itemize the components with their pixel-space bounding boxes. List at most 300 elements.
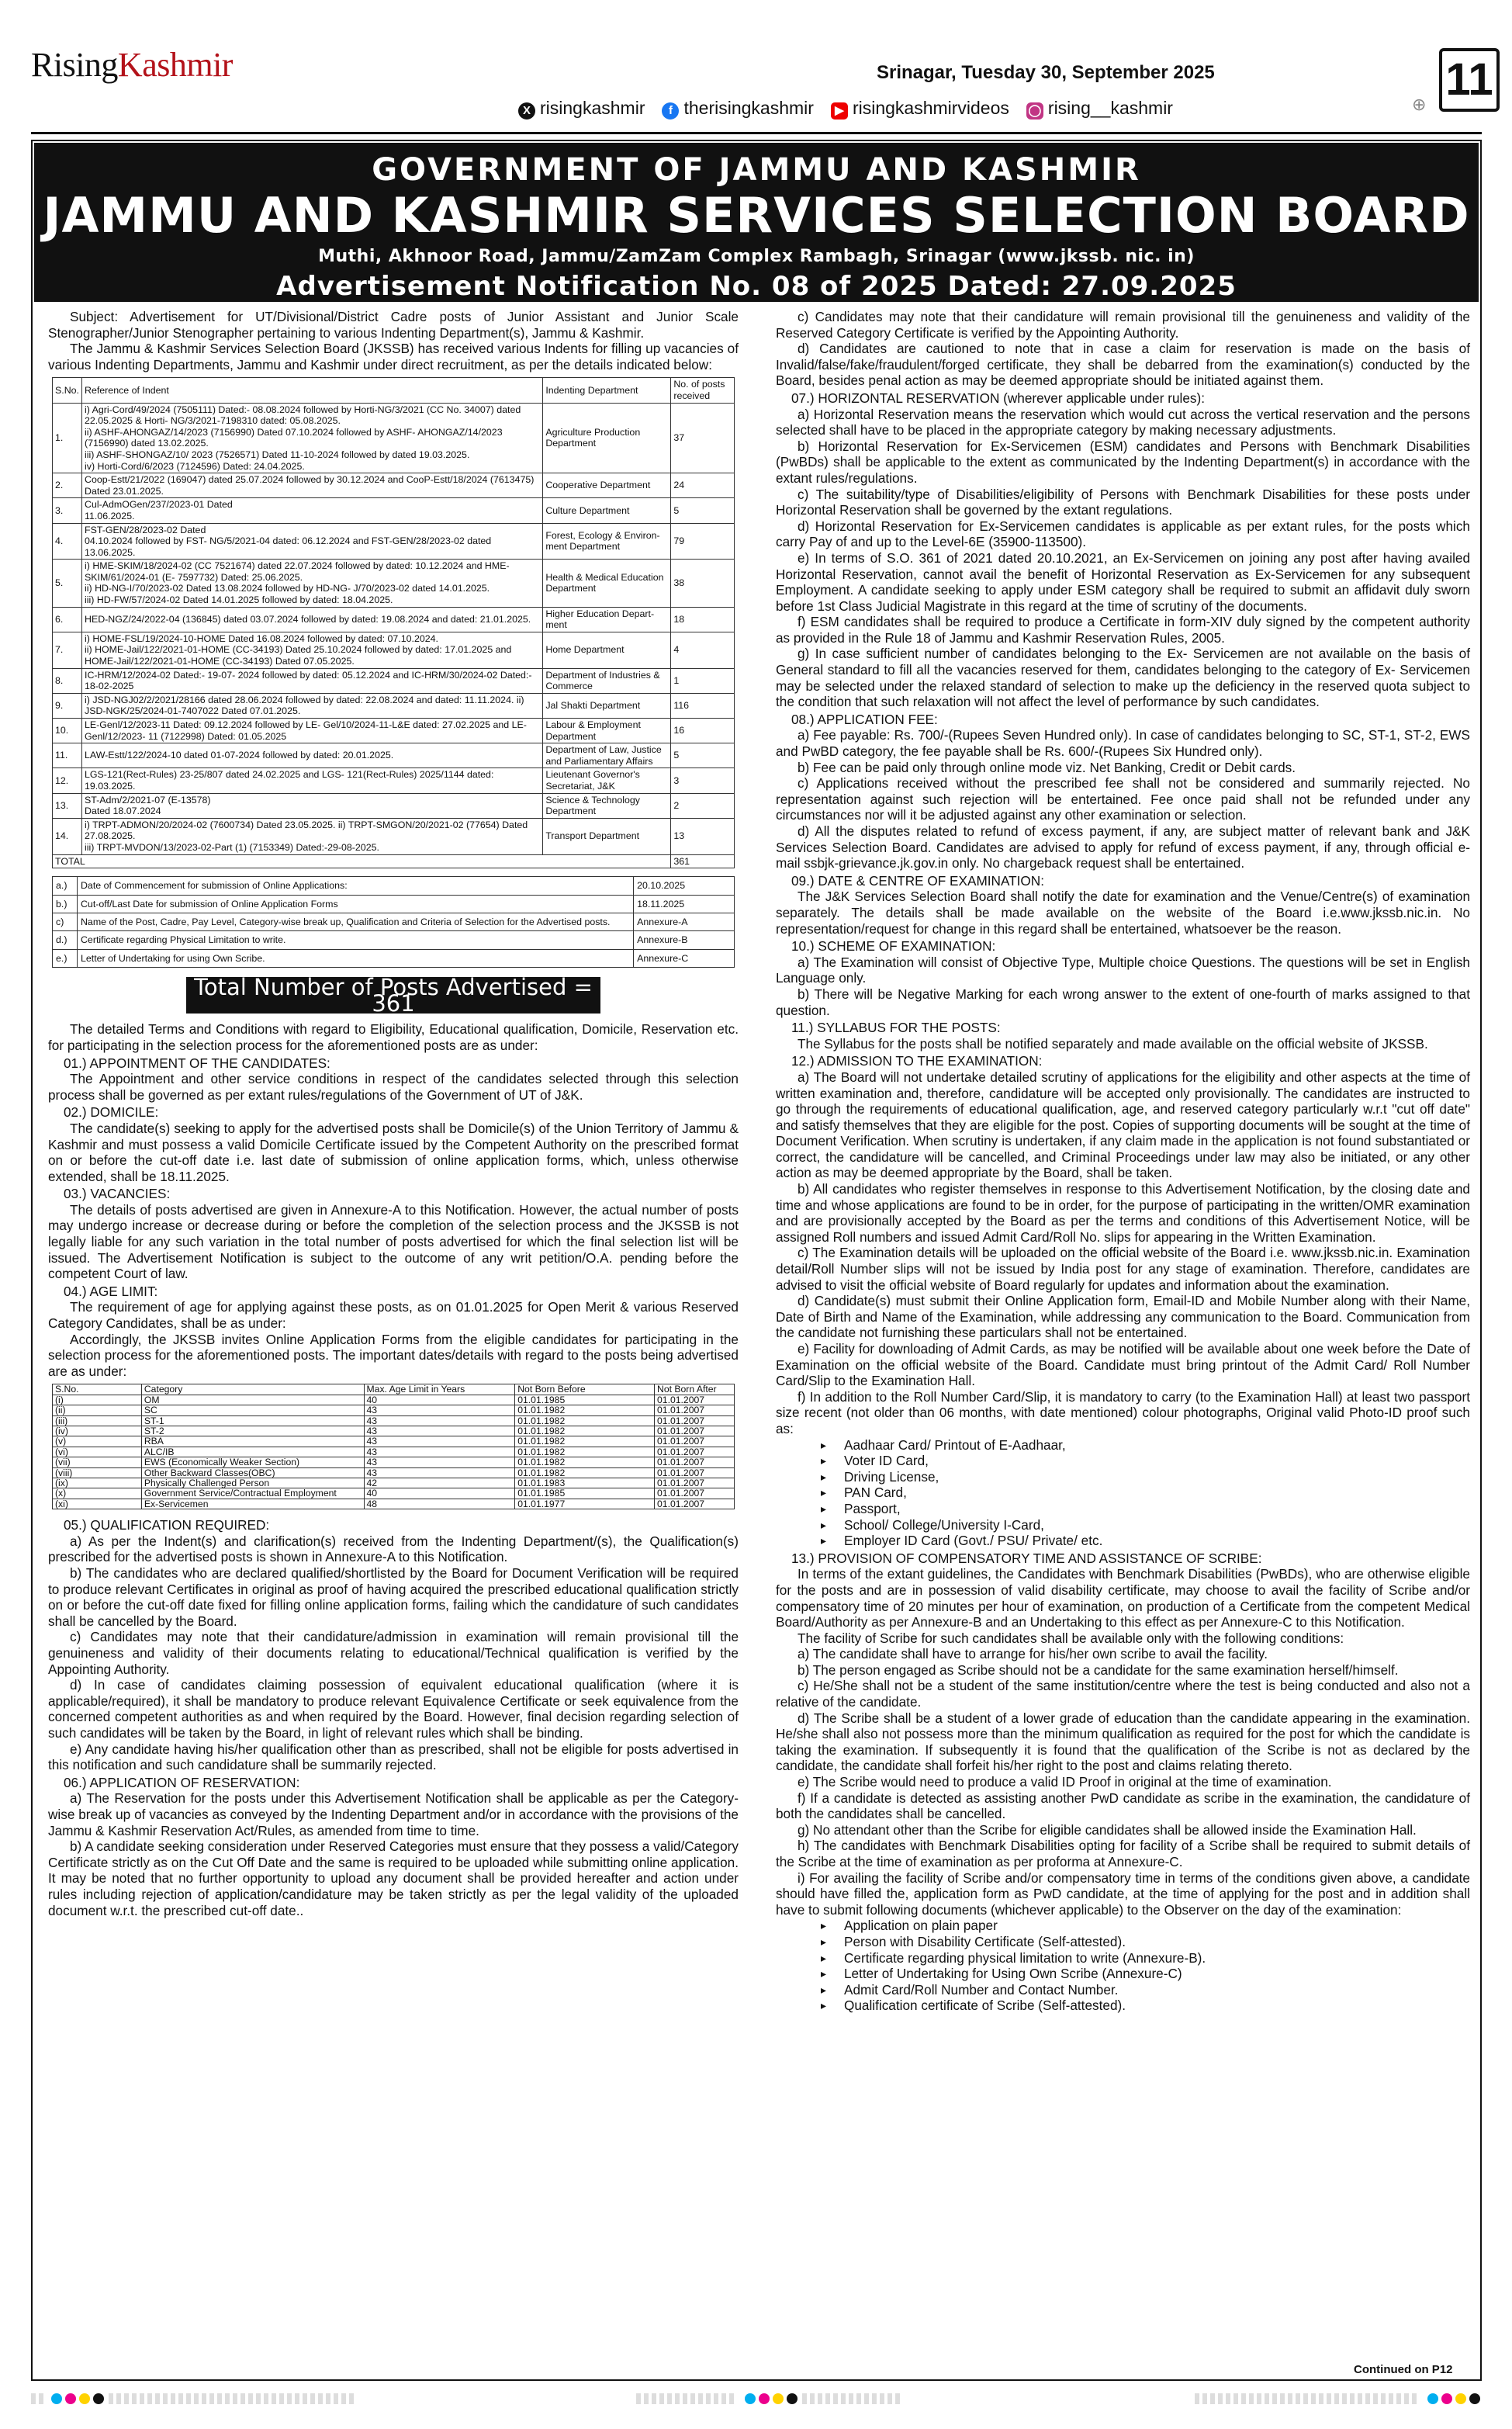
left-sections-b <box>48 1517 739 1918</box>
date-key: a.) <box>53 877 78 895</box>
paragraph: i) For availing the facility of Scribe and/or compensatory time in terms of the conditions given above, a candidate should have filled the, application form as PwD candidate, at the time of applying for the post and in addition shall have to submit following documents (whichever applicable) to the Observer on the day of the examination: <box>776 1869 1470 1918</box>
age-cell: (viii) <box>53 1467 142 1478</box>
indent-department: Cooperative Department <box>543 473 671 498</box>
age-cell: 01.01.2007 <box>655 1405 735 1415</box>
registration-mark-icon: ⊕ <box>1412 95 1427 114</box>
density-bar <box>1195 2393 1420 2404</box>
right-column <box>776 309 1470 2014</box>
age-cell: 43 <box>364 1436 515 1447</box>
social-youtube[interactable]: ▶ risingkashmirvideos <box>831 98 1009 120</box>
paragraph: The facility of Scribe for such candidates shall be available only with the following conditions: <box>798 1630 1344 1646</box>
age-cell: Other Backward Classes(OBC) <box>141 1467 364 1478</box>
table-row <box>53 473 735 498</box>
indent-department: Lieutenant Governor's Secretariat, J&K <box>543 768 671 793</box>
registration-bar <box>31 2393 47 2404</box>
table-row <box>53 1457 735 1467</box>
age-col-born-before: Not Born Before <box>515 1384 655 1395</box>
indent-department: Department of Industries & Commerce <box>543 668 671 693</box>
table-row <box>53 768 735 793</box>
important-dates-table <box>52 876 735 968</box>
paragraph: b) A candidate seeking consideration under Reserved Categories must ensure that they possess a valid/Category Certificate strictly as on the Cut Off Date and the same is required to be uploaded while submitting online application. It may be noted that no further opportunity to upload any document shall be provided hereafter and action under rules including rejection of application/candidature may be taken strictly as per the legal validity of the uploaded document w.r.t. the prescribed cut-off date.. <box>48 1838 739 1918</box>
age-table-body <box>53 1395 735 1509</box>
section-heading: 08.) APPLICATION FEE: <box>791 711 938 727</box>
date-key: b.) <box>53 895 78 913</box>
list-item: ▸ Employer ID Card (Govt./ PSU/ Private/ etc. <box>821 1533 1470 1549</box>
indent-posts: 3 <box>671 768 735 793</box>
age-cell: 48 <box>364 1499 515 1509</box>
section-heading: 02.) DOMICILE: <box>64 1104 159 1121</box>
social-instagram[interactable]: ◯ rising__kashmir <box>1026 98 1173 120</box>
indent-reference: LAW-Estt/122/2024-10 dated 01-07-2024 followed by dated: 20.01.2025. <box>82 743 543 768</box>
col-sno: S.No. <box>53 378 82 403</box>
age-cell: 43 <box>364 1447 515 1457</box>
intro-text: The Jammu & Kashmir Services Selection Board (JKSSB) has received various Indents for filling up vacancies of various Indenting Departments, Jammu and Kashmir under direct recruitment, as per the details indicated below: <box>48 341 739 372</box>
indent-reference: Coop-Estt/21/2022 (169047) dated 25.07.2024 followed by 30.12.2024 and CooP-Estt/18/2024 (7613475) Dated 23.01.2025. <box>82 473 543 498</box>
list-item: ▸ School/ College/University I-Card, <box>821 1517 1470 1533</box>
age-cell: 43 <box>364 1415 515 1426</box>
date-key: d.) <box>53 931 78 949</box>
table-row <box>53 607 735 632</box>
table-row <box>53 498 735 523</box>
total-posts-banner: Total Number of Posts Advertised = 361 <box>186 977 600 1014</box>
date-label: Cut-off/Last Date for submission of Online Application Forms <box>77 895 633 913</box>
indent-posts: 37 <box>671 403 735 473</box>
table-row <box>53 719 735 743</box>
indent-sno: 6. <box>53 607 82 632</box>
age-cell: 43 <box>364 1467 515 1478</box>
paragraph: a) Fee payable: Rs. 700/-(Rupees Seven Hundred only). In case of candidates belonging to SC, ST-1, ST-2, EWS and PwBD category, the fee payable shall be Rs. 600/-(Rupees Six Hundred only). <box>776 727 1470 760</box>
x-icon: X <box>518 102 535 120</box>
date-key: e.) <box>53 949 78 967</box>
paragraph: a) The candidate shall have to arrange for his/her own scribe to avail the facility. <box>798 1646 1268 1662</box>
right-sections-b <box>776 1551 1470 1918</box>
table-row <box>53 403 735 473</box>
paragraph: The Appointment and other service conditions in respect of the candidates selected through this selection process shall be governed as per extant rules/regulations of the Government of UT of J&K. <box>48 1071 739 1103</box>
social-facebook[interactable]: f therisingkashmir <box>662 98 813 120</box>
age-cell: 01.01.2007 <box>655 1447 735 1457</box>
paragraph: e) Facility for downloading of Admit Cards, as may be notified will be available about one week before the Date of Examination on the official website of the Board. Candidate must bring printout of the Admit Card/ Roll Number Card/Slip to the Examination Hall. <box>776 1341 1470 1389</box>
list-item: ▸ Aadhaar Card/ Printout of E-Aadhaar, <box>821 1437 1470 1454</box>
social-x[interactable]: X risingkashmir <box>518 98 645 120</box>
paragraph: b) The candidates who are declared qualified/shortlisted by the Board for Document Verification will be required to produce relevant Certificates in original as proof of having acquired the prescribed educational qualification strictly on or before the cut-off date fixed for filling online application forms, failing which the candidature of such candidates shall be cancelled by the Board. <box>48 1565 739 1629</box>
date-value: Annexure-C <box>634 949 735 967</box>
youtube-icon: ▶ <box>831 102 848 120</box>
list-item: ▸ Qualification certificate of Scribe (Self-attested). <box>821 1998 1470 2014</box>
paragraph: Accordingly, the JKSSB invites Online Application Forms from the eligible candidates for participating in the selection process for the aforementioned posts. The important dates/details with regard to the posts being advertised are as under: <box>48 1331 739 1379</box>
indent-sno: 9. <box>53 693 82 718</box>
paragraph: d) Candidate(s) must submit their Online Application form, Email-ID and Mobile Number along with their Name, Date of Birth and Name of the Examination, while addressing any communication to the Board. Communication from the candidate not furnishing these particulars shall not be entertained. <box>776 1293 1470 1341</box>
total-label: TOTAL <box>53 854 671 868</box>
paragraph: e) In terms of S.O. 361 of 2021 dated 20.10.2021, an Ex-Servicemen on joining any post after having availed Horizontal Reservation, cannot avail the benefit of Horizontal Reservation as Ex-Servicemen for any subsequent Employment. A candidate seeking to apply under ESM category shall be required to submit an affidavit duly sworn before 1st Class Judicial Magistrate in this regard at the time of scrutiny of the documents. <box>776 549 1470 614</box>
paragraph: c) Candidates may note that their candidature/admission in examination will remain provisional till the genuineness and validity of their documents relating to educational/Technical qualification is verified by the Appointing Authority. <box>48 1629 739 1677</box>
paragraph: h) The candidates with Benchmark Disabilities opting for facility of a Scribe shall be required to submit details of the Scribe at the time of examination as per proforma at Annexure-C. <box>776 1838 1470 1869</box>
age-cell: 01.01.2007 <box>655 1478 735 1488</box>
indent-posts: 18 <box>671 607 735 632</box>
age-limit-table <box>52 1384 735 1509</box>
dates-table-body <box>53 877 735 968</box>
table-row <box>53 1405 735 1415</box>
date-key: c) <box>53 913 78 930</box>
date-value: 18.11.2025 <box>634 895 735 913</box>
indent-sno: 5. <box>53 560 82 607</box>
indent-table-header <box>53 378 735 403</box>
list-item: ▸ Driving License, <box>821 1469 1470 1485</box>
paragraph: c) The suitability/type of Disabilities/eligibility of Persons with Benchmark Disabilities for these posts under Horizontal Reservation shall be governed by the extant regulations. <box>776 486 1470 518</box>
paragraph: f) ESM candidates shall be required to produce a Certificate in form-XIV duly signed by the competent authority as provided in the Rule 18 of Jammu and Kashmir Reservation Rules, 2005. <box>776 614 1470 646</box>
section-heading: 01.) APPOINTMENT OF THE CANDIDATES: <box>64 1055 330 1071</box>
indent-sno: 7. <box>53 632 82 668</box>
newspaper-logo <box>31 45 233 85</box>
age-cell: 40 <box>364 1395 515 1405</box>
indent-posts: 4 <box>671 632 735 668</box>
indent-sno: 11. <box>53 743 82 768</box>
density-bar <box>636 2393 737 2404</box>
cyan-dot <box>745 2393 756 2404</box>
paragraph: f) If a candidate is detected as assisting another PwD candidate as scribe in the examination, the candidature of both the candidates shall be cancelled. <box>776 1790 1470 1822</box>
notice-header <box>34 143 1479 302</box>
indent-sno: 4. <box>53 523 82 560</box>
cyan-dot <box>1427 2393 1438 2404</box>
indent-sno: 13. <box>53 793 82 818</box>
table-row <box>53 668 735 693</box>
black-dot <box>787 2393 798 2404</box>
indent-posts: 24 <box>671 473 735 498</box>
table-row <box>53 1415 735 1426</box>
density-bar <box>802 2393 903 2404</box>
indent-posts: 5 <box>671 743 735 768</box>
age-cell: (iv) <box>53 1426 142 1436</box>
table-row <box>53 793 735 818</box>
advertisement-number: Advertisement Notification No. 08 of 2025 Dated: 27.09.2025 <box>276 271 1237 302</box>
paragraph: b) Horizontal Reservation for Ex-Servicemen (ESM) candidates and Persons with Benchmark Disabilities (PwBDs) shall be applicable to the extent as communicated by the Indenting Department(s) in accordance with the extant rules/regulations. <box>776 438 1470 486</box>
paragraph: g) No attendant other than the Scribe for eligible candidates shall be allowed inside the Examination Hall. <box>798 1821 1417 1838</box>
paragraph: d) Horizontal Reservation for Ex-Servicemen candidates is applicable as per extant rules, for the posts which carry Pay of and up to the Level-6E (35900-113500). <box>776 518 1470 550</box>
age-cell: 01.01.1982 <box>515 1457 655 1467</box>
age-cell: 43 <box>364 1405 515 1415</box>
magenta-dot <box>759 2393 770 2404</box>
list-item: ▸ Passport, <box>821 1501 1470 1517</box>
table-row <box>53 1499 735 1509</box>
section-heading: 05.) QUALIFICATION REQUIRED: <box>64 1517 270 1533</box>
section-heading: 13.) PROVISION OF COMPENSATORY TIME AND ASSISTANCE OF SCRIBE: <box>791 1550 1262 1566</box>
indent-posts: 79 <box>671 523 735 560</box>
indent-posts: 13 <box>671 818 735 854</box>
age-cell: ST-2 <box>141 1426 364 1436</box>
magenta-dot <box>1441 2393 1452 2404</box>
indent-sno: 14. <box>53 818 82 854</box>
black-dot <box>1469 2393 1480 2404</box>
social-handles <box>518 98 1173 120</box>
age-cell: 01.01.1982 <box>515 1415 655 1426</box>
facebook-icon: f <box>662 102 679 120</box>
yellow-dot <box>1455 2393 1466 2404</box>
black-dot <box>93 2393 104 2404</box>
age-cell: (iii) <box>53 1415 142 1426</box>
age-cell: 43 <box>364 1426 515 1436</box>
paragraph: g) In case sufficient number of candidates belonging to the Ex- Servicemen are not available on the basis of General standard to fill all the vacancies reserved for them, candidates belonging to the category of Ex- Servicemen may be selected under the relaxed standard of selection to make up the deficiency in the reserved quota subject to the condition that such relaxation will not affect the level of performance by such candidates. <box>776 646 1470 710</box>
age-cell: 40 <box>364 1488 515 1499</box>
paragraph: a) The Board will not undertake detailed scrutiny of applications for the eligibility and other aspects at the time of written examination and, therefore, candidature will be accepted only provisionally. The candidates are instructed to go through the requirements of educational qualification, age, and reserved category particularly w.r.t "cut off date" and satisfy themselves that they are eligible for the post. Copies of supporting documents will be sought at the time of Document Verification. When scrutiny is undertaken, if any claim made in the application is not found substantiated or correct, the candidature will be cancelled, and Criminal Proceedings under law may also be initiated, or any other action as may be deemed appropriate by the Board, shall be taken. <box>776 1069 1470 1181</box>
indent-department: Jal Shakti Department <box>543 693 671 718</box>
indent-department: Health & Medical Education Department <box>543 560 671 607</box>
indent-table-body <box>53 403 735 854</box>
age-cell: ST-1 <box>141 1415 364 1426</box>
table-row <box>53 818 735 854</box>
age-cell: 43 <box>364 1457 515 1467</box>
indent-department: Department of Law, Justice and Parliamentary Affairs <box>543 743 671 768</box>
paragraph: a) The Examination will consist of Objective Type, Multiple choice Questions. The questions will be set in English Language only. <box>776 954 1470 986</box>
paragraph: c) He/She shall not be a student of the same institution/centre where the test is being conducted and also not a relative of the candidate. <box>776 1678 1470 1710</box>
age-cell: (ix) <box>53 1478 142 1488</box>
board-address: Muthi, Akhnoor Road, Jammu/ZamZam Complex Rambagh, Srinagar (www.jkssb. nic. in) <box>318 247 1195 266</box>
paragraph: d) The Scribe shall be a student of a lower grade of education than the candidate appearing in the examination. He/she shall also not possess more than the minimum qualification as required for the post for which the candidate is taking the examination. If subsequently it is found that the qualification of the Scribe is not as declared by the candidate, the candidate shall forfeit his/her right to the post and claims relating thereto. <box>776 1710 1470 1774</box>
print-color-bar <box>31 2390 1482 2406</box>
age-cell: ALC/IB <box>141 1447 364 1457</box>
indent-reference: i) TRPT-ADMON/20/2024-02 (7600734) Dated 23.05.2025. ii) TRPT-SMGON/20/2021-02 (77654) Dated 27.08.2025. iii) TRPT-MVDON/13/2023-02-Part (1) (7153349) Dated:-29-08-2025. <box>82 818 543 854</box>
age-cell: 01.01.1982 <box>515 1436 655 1447</box>
age-cell: OM <box>141 1395 364 1405</box>
table-row <box>53 949 735 967</box>
age-cell: Ex-Servicemen <box>141 1499 364 1509</box>
yellow-dot <box>773 2393 784 2404</box>
table-row <box>53 632 735 668</box>
table-row <box>53 1447 735 1457</box>
right-sections-a <box>776 309 1470 1437</box>
age-cell: 01.01.1982 <box>515 1467 655 1478</box>
age-cell: SC <box>141 1405 364 1415</box>
section-heading: 04.) AGE LIMIT: <box>64 1283 158 1299</box>
age-cell: 01.01.1982 <box>515 1447 655 1457</box>
age-cell: 01.01.1977 <box>515 1499 655 1509</box>
table-row <box>53 1478 735 1488</box>
indent-sno: 3. <box>53 498 82 523</box>
age-cell: (xi) <box>53 1499 142 1509</box>
paragraph: The Syllabus for the posts shall be notified separately and made available on the official website of JKSSB. <box>798 1035 1428 1052</box>
indent-posts: 2 <box>671 793 735 818</box>
section-heading: 10.) SCHEME OF EXAMINATION: <box>791 938 996 955</box>
indent-reference: IC-HRM/12/2024-02 Dated:- 19-07- 2024 followed by dated: 05.12.2024 and IC-HRM/30/2024-02 Dated:- 18-02-2025 <box>82 668 543 693</box>
board-title: JAMMU AND KASHMIR SERVICES SELECTION BOARD <box>43 187 1470 244</box>
photo-id-list <box>821 1437 1470 1549</box>
logo-kashmir: Kashmir <box>117 46 233 84</box>
indent-sno: 10. <box>53 719 82 743</box>
table-row <box>53 1395 735 1405</box>
table-row <box>53 523 735 560</box>
age-cell: (vii) <box>53 1457 142 1467</box>
masthead <box>31 40 1493 133</box>
paragraph: The candidate(s) seeking to apply for the advertised posts shall be Domicile(s) of the Union Territory of Jammu & Kashmir and must possess a valid Domicile Certificate issued by the Competent Authority on the prescribed format on or before the cut-off date i.e. last date of submission of online application forms, which, unless otherwise extended, shall be 18.11.2025. <box>48 1120 739 1184</box>
table-row <box>53 560 735 607</box>
table-row <box>53 877 735 895</box>
indent-total-row <box>53 854 735 868</box>
section-heading: 09.) DATE & CENTRE OF EXAMINATION: <box>791 872 1044 889</box>
left-sections-a <box>48 1021 739 1379</box>
indent-reference: HED-NGZ/24/2022-04 (136845) dated 03.07.2024 followed by dated: 19.08.2024 and dated: 21.01.2025. <box>82 607 543 632</box>
paragraph: The requirement of age for applying against these posts, as on 01.01.2025 for Open Merit & various Reserved Category Candidates, shall be as under: <box>48 1299 739 1332</box>
paragraph: d) In case of candidates claiming possession of equivalent educational qualification (where it is applicable/required), it shall be mandatory to produce relevant Equivalence Certificate or seek equivalence from the concerned competent authorities as and when required by the Board. However, final decision regarding selection of such candidates will be taken by the Board, in light of relevant rules which shall be binding. <box>48 1677 739 1741</box>
paragraph: b) There will be Negative Marking for each wrong answer to the extent of one-fourth of marks assigned to that question. <box>776 986 1470 1018</box>
indent-department: Forest, Ecology & Environ-ment Department <box>543 523 671 560</box>
indent-sno: 12. <box>53 768 82 793</box>
continued-note: Continued on P12 <box>1354 2363 1453 2376</box>
paragraph: f) In addition to the Roll Number Card/Slip, it is mandatory to carry (to the Examination Hall) at least two passport size recent (not older than 06 months, with date mentioned) colour photographs, Original valid Photo-ID proof such as: <box>776 1388 1470 1436</box>
paragraph: e) The Scribe would need to produce a valid ID Proof in original at the time of examination. <box>798 1774 1332 1790</box>
age-col-category: Category <box>141 1384 364 1395</box>
paragraph: c) Candidates may note that their candidature will remain provisional till the genuineness and validity of the Reserved Category Certificate is verified by the Appointing Authority. <box>776 309 1470 341</box>
table-row <box>53 1488 735 1499</box>
date-label: Name of the Post, Cadre, Pay Level, Category-wise break up, Qualification and Criteria of Selection for the Advertised posts. <box>77 913 633 930</box>
list-item: ▸ Voter ID Card, <box>821 1453 1470 1469</box>
subject-text: Subject: Advertisement for UT/Divisional/District Cadre posts of Junior Assistant and Junior Scale Stenographer/Junior Stenographer pertaining to various Indenting Department(s), Jammu & Kashmir. <box>48 309 739 341</box>
date-value: Annexure-A <box>634 913 735 930</box>
section-heading: 12.) ADMISSION TO THE EXAMINATION: <box>791 1053 1043 1069</box>
paragraph: c) The Examination details will be uploaded on the official website of the Board i.e. www.jkssb.nic.in. Examination detail/Roll Number slips will not be issued by India post for any stage of examination. Therefore, candidates are advised to visit the official website of Board regularly for updates and information about the examination. <box>776 1245 1470 1293</box>
list-item: ▸ PAN Card, <box>821 1485 1470 1501</box>
age-col-sno: S.No. <box>53 1384 142 1395</box>
list-item: ▸ Person with Disability Certificate (Self-attested). <box>821 1934 1470 1950</box>
age-table-header <box>53 1384 735 1395</box>
indent-sno: 1. <box>53 403 82 473</box>
density-bar <box>109 2393 357 2404</box>
indent-posts: 5 <box>671 498 735 523</box>
cyan-dot <box>51 2393 62 2404</box>
indent-sno: 2. <box>53 473 82 498</box>
age-cell: 01.01.2007 <box>655 1436 735 1447</box>
age-cell: (ii) <box>53 1405 142 1415</box>
indent-reference: ST-Adm/2/2021-07 (E-13578) Dated 18.07.2024 <box>82 793 543 818</box>
indent-department: Labour & Employment Department <box>543 719 671 743</box>
paragraph: a) Horizontal Reservation means the reservation which would cut across the vertical reservation and the persons selected shall have to be placed in the appropriate category by making necessary adjustments. <box>776 406 1470 438</box>
paragraph: The J&K Services Selection Board shall notify the date for examination and the Venue/Centre(s) of examination separately. The details shall be made available on the website of the Board i.e.www.jkssb.nic.in. No representation/request for change in this regard shall be entertained, whatsoever be the reason. <box>776 889 1470 937</box>
indent-table <box>52 377 735 868</box>
indent-reference: i) JSD-NGJ02/2/2021/28166 dated 28.06.2024 followed by dated: 22.08.2024 and dated: 11.11.2024. ii) JSD-NGK/25/2024-01-7407022 Dated 07.01.2025. <box>82 693 543 718</box>
age-cell: EWS (Economically Weaker Section) <box>141 1457 364 1467</box>
age-cell: 01.01.2007 <box>655 1467 735 1478</box>
age-cell: Government Service/Contractual Employment <box>141 1488 364 1499</box>
indent-department: Culture Department <box>543 498 671 523</box>
paragraph: The detailed Terms and Conditions with regard to Eligibility, Educational qualification, Domicile, Reservation etc. for participating in the selection process for the aforementioned posts are as under: <box>48 1021 739 1053</box>
age-cell: 01.01.2007 <box>655 1499 735 1509</box>
total-value: 361 <box>671 854 735 868</box>
paragraph: c) Applications received without the prescribed fee shall not be considered and summarily rejected. No representation against such rejection will be entertained. Fee once paid shall not be refunded under any circumstances nor will it be adjusted against any other examination or selection. <box>776 775 1470 823</box>
age-col-born-after: Not Born After <box>655 1384 735 1395</box>
list-item: ▸ Letter of Undertaking for Using Own Scribe (Annexure-C) <box>821 1966 1470 1982</box>
date-label: Date of Commencement for submission of Online Applications: <box>77 877 633 895</box>
indent-reference: LE-Genl/12/2023-11 Dated: 09.12.2024 followed by LE- Gel/10/2024-11-L&E dated: 27.02.2025 and LE-Genl/12/2023- 11 (7122998) Dated: 01.05.2025 <box>82 719 543 743</box>
list-item: ▸ Application on plain paper <box>821 1918 1470 1934</box>
date-label: Letter of Undertaking for using Own Scribe. <box>77 949 633 967</box>
page-number: 11 <box>1439 48 1500 112</box>
paragraph: d) All the disputes related to refund of excess payment, if any, are subject matter of relevant bank and J&K Services Selection Board. Candidates are advised to apply for refund of excess payment, if any, through official e-mail ssbjk-grievance.jk.gov.in only. No chargeback request shall be entertained. <box>776 823 1470 871</box>
indent-department: Home Department <box>543 632 671 668</box>
date-label: Certificate regarding Physical Limitation to write. <box>77 931 633 949</box>
col-department: Indenting Department <box>543 378 671 403</box>
indent-sno: 8. <box>53 668 82 693</box>
col-reference: Reference of Indent <box>82 378 543 403</box>
paragraph: b) Fee can be paid only through online mode viz. Net Banking, Credit or Debit cards. <box>798 759 1296 775</box>
age-cell: RBA <box>141 1436 364 1447</box>
age-cell: (vi) <box>53 1447 142 1457</box>
date-value: Annexure-B <box>634 931 735 949</box>
age-cell: 01.01.2007 <box>655 1426 735 1436</box>
paragraph: In terms of the extant guidelines, the Candidates with Benchmark Disabilities (PwBDs), who are otherwise eligible for the posts and are in possession of valid disability certificate, may choose to avail the facility of Scribe and/or compensatory time of 20 minutes per hour of examination, on production of a Certificate from the competent Medical Board/Authority as per Annexure-B and an Undertaking to this effect as per Annexure-C to this Notification. <box>776 1566 1470 1630</box>
indent-department: Higher Education Depart-ment <box>543 607 671 632</box>
section-heading: 11.) SYLLABUS FOR THE POSTS: <box>791 1020 1001 1036</box>
table-row <box>53 1467 735 1478</box>
age-cell: 01.01.1982 <box>515 1426 655 1436</box>
table-row <box>53 743 735 768</box>
dateline: Srinagar, Tuesday 30, September 2025 <box>877 62 1215 83</box>
paragraph: b) The person engaged as Scribe should not be a candidate for the same examination herself/himself. <box>798 1661 1399 1678</box>
paragraph: a) The Reservation for the posts under this Advertisement Notification shall be applicable as per the Category-wise break up of vacancies as conveyed by the Indenting Department and/or in accordance with the provisions of the Jammu & Kashmir Reservation Act/Rules, as amended from time to time. <box>48 1790 739 1838</box>
table-row <box>53 1426 735 1436</box>
section-heading: 03.) VACANCIES: <box>64 1186 171 1202</box>
instagram-icon: ◯ <box>1026 102 1043 120</box>
age-cell: 01.01.1985 <box>515 1488 655 1499</box>
scribe-documents-list <box>821 1918 1470 2014</box>
paragraph: The details of posts advertised are given in Annexure-A to this Notification. However, the actual number of posts may undergo increase or decrease during or before the completion of the selection process and the JKSSB is not legally liable for any such variation in the total number of posts advertised for which the final selection list will be issued. The Advertisement Notification is subject to the outcome of any writ petition/O.A. pending before the competent Court of law. <box>48 1201 739 1282</box>
paragraph: a) As per the Indent(s) and clarification(s) received from the Indenting Department/(s), the Qualification(s) prescribed for the advertised posts is shown in Annexure-A to this Notification. <box>48 1533 739 1565</box>
age-cell: 01.01.2007 <box>655 1488 735 1499</box>
yellow-dot <box>79 2393 90 2404</box>
col-posts: No. of posts received <box>671 378 735 403</box>
table-row <box>53 913 735 930</box>
indent-posts: 1 <box>671 668 735 693</box>
magenta-dot <box>65 2393 76 2404</box>
left-column <box>48 309 739 1918</box>
indent-department: Transport Department <box>543 818 671 854</box>
age-cell: 01.01.2007 <box>655 1457 735 1467</box>
list-item: ▸ Admit Card/Roll Number and Contact Number. <box>821 1982 1470 1998</box>
indent-reference: FST-GEN/28/2023-02 Dated 04.10.2024 followed by FST- NG/5/2021-04 dated: 06.12.2024 and FST-GEN/28/2023-02 dated 13.06.2025. <box>82 523 543 560</box>
government-title: GOVERNMENT OF JAMMU AND KASHMIR <box>372 152 1141 188</box>
age-cell: 42 <box>364 1478 515 1488</box>
indent-posts: 116 <box>671 693 735 718</box>
age-cell: (x) <box>53 1488 142 1499</box>
age-cell: (v) <box>53 1436 142 1447</box>
age-cell: 01.01.1983 <box>515 1478 655 1488</box>
masthead-rule <box>31 132 1482 134</box>
age-cell: 01.01.2007 <box>655 1415 735 1426</box>
age-cell: 01.01.2007 <box>655 1395 735 1405</box>
age-cell: 01.01.1982 <box>515 1405 655 1415</box>
indent-reference: i) Agri-Cord/49/2024 (7505111) Dated:- 08.08.2024 followed by Horti-NG/3/2021 (CC No. 34007) dated 22.05.2025 & Horti- NG/3/2021-7198310 dated: 05.08.2025. ii) ASHF-AHONGAZ/14/2023 (7156990) Dated 07.10.2024 followed by ASHF- AHONGAZ/14/2023 (7156990) dated 13.02.2025. iii) ASHF-SHONGAZ/10/ 2023 (7526571) Dated 11-10-2024 followed by dated 19.03.2025. iv) Horti-Cord/6/2023 (7124596) Dated: 24.04.2025. <box>82 403 543 473</box>
table-row <box>53 931 735 949</box>
table-row <box>53 895 735 913</box>
paragraph: b) All candidates who register themselves in response to this Advertisement Notification, by the closing date and time and whose applications are found to be in order, for the purpose of participating in the written/OMR examination and are provisionally accepted by the Board as per the terms and conditions of this Advertisement Notice, will be assigned Roll numbers and issued Admit Card/Roll No. slips for appearing in the Written Examination. <box>776 1181 1470 1245</box>
age-col-max: Max. Age Limit in Years <box>364 1384 515 1395</box>
indent-reference: LGS-121(Rect-Rules) 23-25/807 dated 24.02.2025 and LGS- 121(Rect-Rules) 2025/1144 dated: 19.03.2025. <box>82 768 543 793</box>
list-item: ▸ Certificate regarding physical limitation to write (Annexure-B). <box>821 1950 1470 1966</box>
indent-reference: Cul-AdmOGen/237/2023-01 Dated 11.06.2025. <box>82 498 543 523</box>
age-cell: Physically Challenged Person <box>141 1478 364 1488</box>
section-heading: 06.) APPLICATION OF RESERVATION: <box>64 1774 300 1790</box>
indent-department: Science & Technology Department <box>543 793 671 818</box>
table-row <box>53 1436 735 1447</box>
date-value: 20.10.2025 <box>634 877 735 895</box>
section-heading: 07.) HORIZONTAL RESERVATION (wherever applicable under rules): <box>791 390 1205 406</box>
indent-department: Agriculture Production Department <box>543 403 671 473</box>
paragraph: d) Candidates are cautioned to note that in case a claim for reservation is made on the basis of Invalid/false/fake/fraudulent/forged certificate, they shall be debarred from the examination(s) conducted by the Board, besides penal action as may be deemed appropriate should be initiated against them. <box>776 341 1470 389</box>
indent-posts: 38 <box>671 560 735 607</box>
age-cell: (i) <box>53 1395 142 1405</box>
indent-posts: 16 <box>671 719 735 743</box>
indent-reference: i) HOME-FSL/19/2024-10-HOME Dated 16.08.2024 followed by dated: 07.10.2024. ii) HOME-Jail/122/2021-01-HOME (CC-34193) Dated 25.10.2024 followed by dated: 17.01.2025 and HOME-Jail/122/2021-01-HOME (CC-34193) Dated 07.05.2025. <box>82 632 543 668</box>
age-cell: 01.01.1985 <box>515 1395 655 1405</box>
indent-reference: i) HME-SKIM/18/2024-02 (CC 7521674) dated 22.07.2024 followed by dated: 10.12.2024 and HME-SKIM/61/2024-01 (E- 7597732) Dated: 25.06.2025. ii) HD-NG-I/70/2023-02 Dated 13.08.2024 followed by HD-NG- J/70/2023-02 dated 14.01.2025. iii) HD-FW/57/2024-02 Dated 14.01.2025 followed by dated: 18.04.2025. <box>82 560 543 607</box>
logo-rising: Rising <box>31 46 118 84</box>
table-row <box>53 693 735 718</box>
